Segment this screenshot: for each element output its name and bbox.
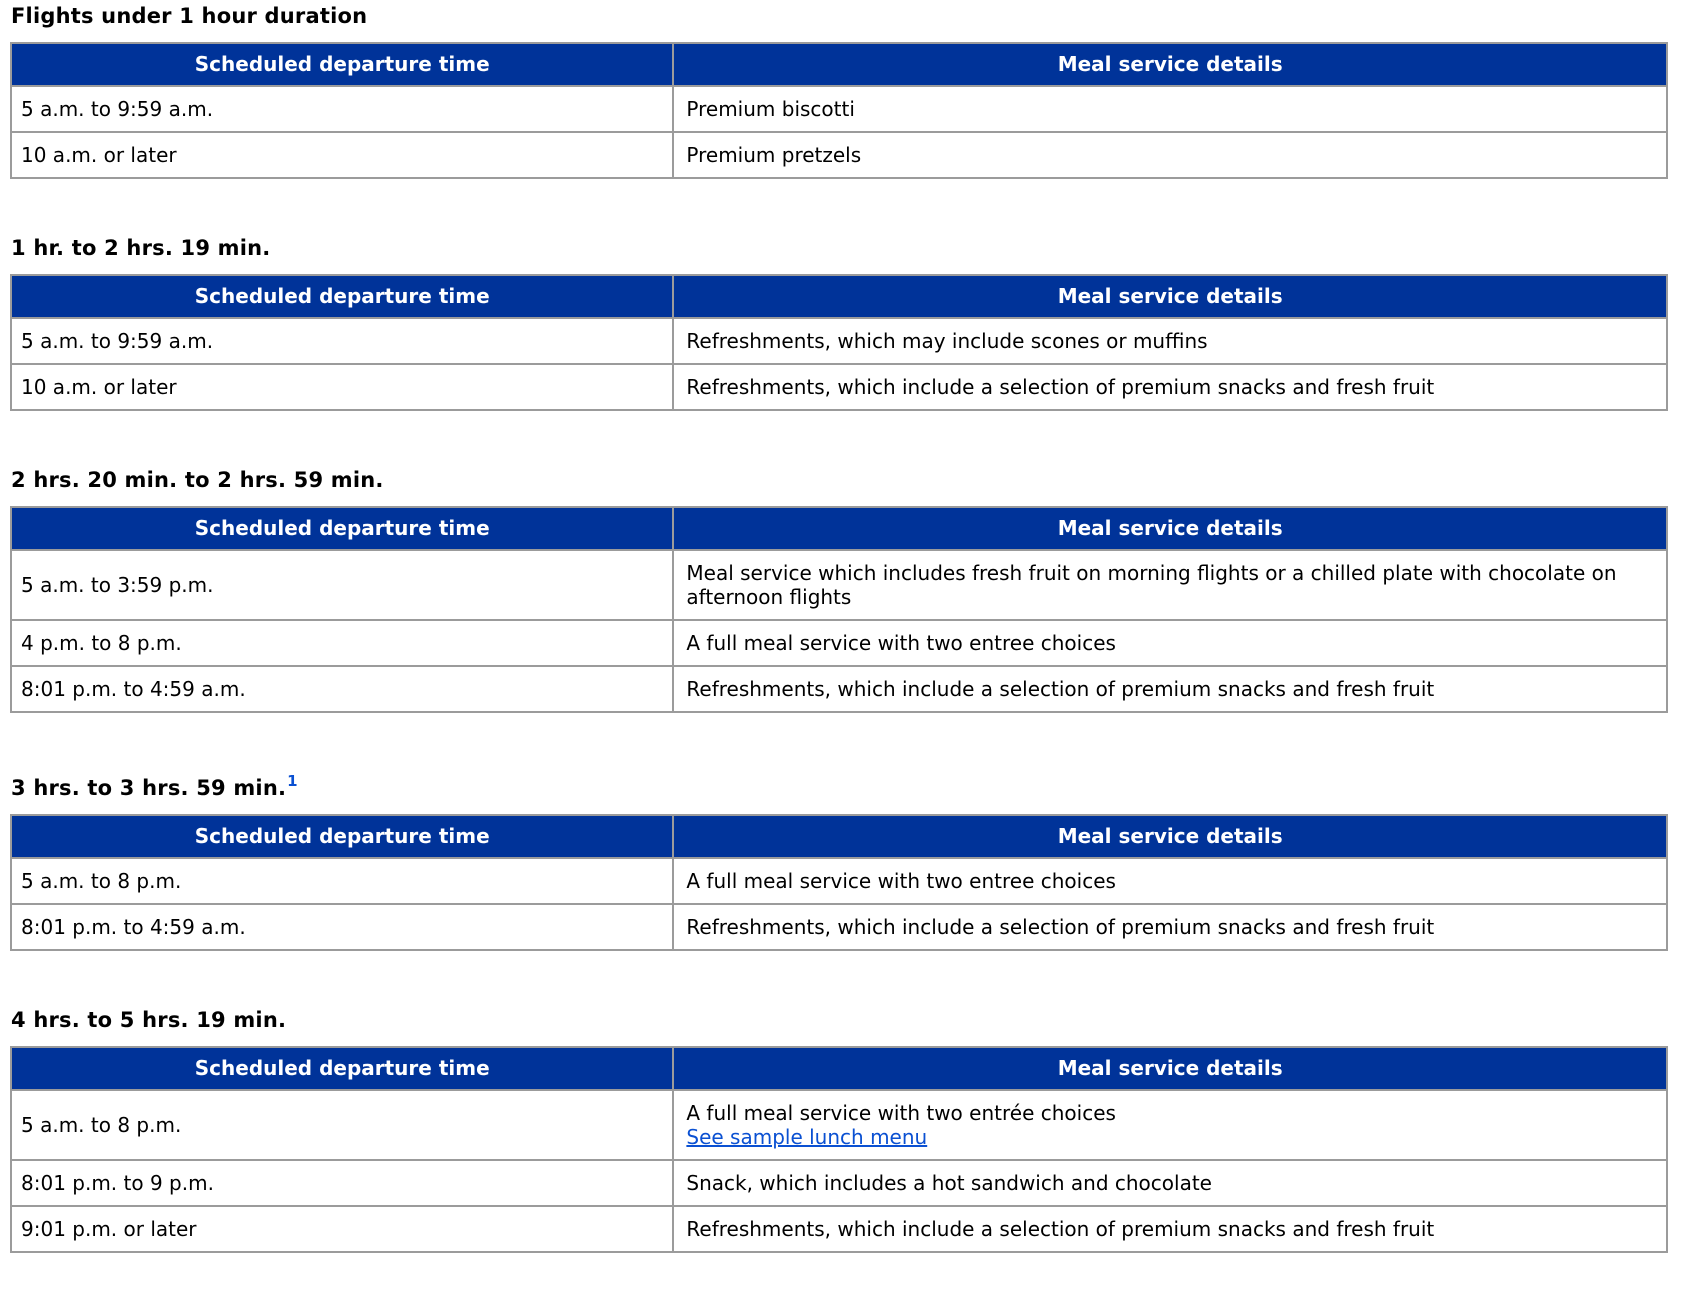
section-heading: [11, 468, 1668, 493]
table-row: [11, 666, 1667, 712]
section-heading-text: Flights under 1 hour duration: [11, 4, 368, 28]
departure-time-cell: 10 a.m. or later: [11, 132, 673, 178]
sample-lunch-menu-link[interactable]: See sample lunch menu: [686, 1125, 928, 1149]
meal-details-cell: Refreshments, which include a selection of premium snacks and fresh fruit: [673, 666, 1667, 712]
meal-details-cell: Premium biscotti: [673, 86, 1667, 132]
column-header-departure-time: Scheduled departure time: [11, 1047, 673, 1090]
departure-time-cell: 8:01 p.m. to 9 p.m.: [11, 1160, 673, 1206]
section-under-1-hour: [10, 4, 1668, 179]
meal-details-cell: A full meal service with two entree choices: [673, 620, 1667, 666]
column-header-meal-details: Meal service details: [673, 815, 1667, 858]
table-row: [11, 1160, 1667, 1206]
section-4hr-to-5hr19: [10, 1008, 1668, 1253]
column-header-meal-details: Meal service details: [673, 507, 1667, 550]
section-heading: [11, 236, 1668, 261]
table-row: [11, 132, 1667, 178]
section-heading-text: 3 hrs. to 3 hrs. 59 min.: [11, 776, 287, 800]
departure-time-cell: 5 a.m. to 8 p.m.: [11, 1090, 673, 1160]
section-heading: [11, 770, 1668, 801]
meal-service-table: [10, 1046, 1668, 1253]
section-heading-text: 1 hr. to 2 hrs. 19 min.: [11, 236, 271, 260]
meal-service-table: [10, 814, 1668, 951]
departure-time-cell: 5 a.m. to 9:59 a.m.: [11, 86, 673, 132]
section-3hr-to-3hr59: [10, 770, 1668, 951]
footnote-1-reference[interactable]: 1: [287, 772, 298, 790]
table-row: [11, 904, 1667, 950]
column-header-departure-time: Scheduled departure time: [11, 815, 673, 858]
meal-details-cell: Premium pretzels: [673, 132, 1667, 178]
column-header-meal-details: Meal service details: [673, 1047, 1667, 1090]
departure-time-cell: 4 p.m. to 8 p.m.: [11, 620, 673, 666]
column-header-meal-details: Meal service details: [673, 43, 1667, 86]
departure-time-cell: 5 a.m. to 8 p.m.: [11, 858, 673, 904]
section-1hr-to-2hr19: [10, 236, 1668, 411]
departure-time-cell: 8:01 p.m. to 4:59 a.m.: [11, 904, 673, 950]
section-heading-text: 2 hrs. 20 min. to 2 hrs. 59 min.: [11, 468, 384, 492]
section-heading: [11, 1008, 1668, 1033]
table-row: [11, 1090, 1667, 1160]
table-header-row: [11, 815, 1667, 858]
meal-service-table: [10, 506, 1668, 713]
meal-details-cell: Meal service which includes fresh fruit on morning flights or a chilled plate with chocolate on afternoon flights: [673, 550, 1667, 620]
column-header-meal-details: Meal service details: [673, 275, 1667, 318]
section-heading-text: 4 hrs. to 5 hrs. 19 min.: [11, 1008, 287, 1032]
meal-details-text: A full meal service with two entrée choices: [686, 1101, 1116, 1125]
column-header-departure-time: Scheduled departure time: [11, 507, 673, 550]
departure-time-cell: 5 a.m. to 9:59 a.m.: [11, 318, 673, 364]
departure-time-cell: 5 a.m. to 3:59 p.m.: [11, 550, 673, 620]
meal-service-table: [10, 42, 1668, 179]
section-2hr20-to-2hr59: [10, 468, 1668, 713]
meal-details-cell: Refreshments, which include a selection of premium snacks and fresh fruit: [673, 904, 1667, 950]
meal-details-cell: A full meal service with two entree choices: [673, 858, 1667, 904]
column-header-departure-time: Scheduled departure time: [11, 43, 673, 86]
meal-details-cell: [673, 1090, 1667, 1160]
departure-time-cell: 9:01 p.m. or later: [11, 1206, 673, 1252]
table-row: [11, 86, 1667, 132]
table-header-row: [11, 275, 1667, 318]
table-row: [11, 858, 1667, 904]
column-header-departure-time: Scheduled departure time: [11, 275, 673, 318]
section-heading: [11, 4, 1668, 29]
meal-details-cell: Refreshments, which may include scones or muffins: [673, 318, 1667, 364]
table-row: [11, 620, 1667, 666]
table-row: [11, 550, 1667, 620]
table-row: [11, 1206, 1667, 1252]
meal-details-cell: Refreshments, which include a selection of premium snacks and fresh fruit: [673, 1206, 1667, 1252]
meal-service-table: [10, 274, 1668, 411]
table-header-row: [11, 507, 1667, 550]
departure-time-cell: 8:01 p.m. to 4:59 a.m.: [11, 666, 673, 712]
table-header-row: [11, 1047, 1667, 1090]
table-header-row: [11, 43, 1667, 86]
meal-details-cell: Snack, which includes a hot sandwich and chocolate: [673, 1160, 1667, 1206]
meal-details-cell: Refreshments, which include a selection of premium snacks and fresh fruit: [673, 364, 1667, 410]
departure-time-cell: 10 a.m. or later: [11, 364, 673, 410]
table-row: [11, 318, 1667, 364]
table-row: [11, 364, 1667, 410]
